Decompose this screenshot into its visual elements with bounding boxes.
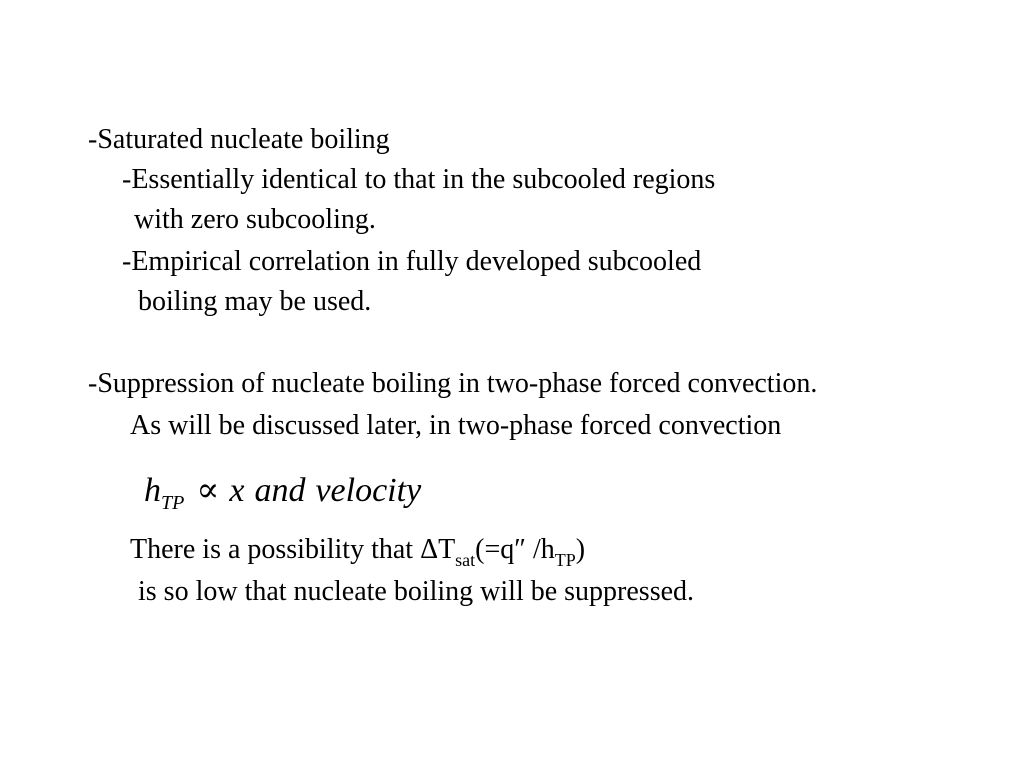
possibility-prefix: There is a possibility that <box>130 534 421 565</box>
formula-velocity: velocity <box>315 472 422 509</box>
section2-intro: As will be discussed later, in two-phase forced convection <box>130 410 782 441</box>
section1-bullet1-line1: -Essentially identical to that in the subcooled regions <box>122 164 716 195</box>
delta-t-subscript: sat <box>455 550 476 570</box>
formula-h: h <box>144 472 161 509</box>
h-tp-subscript: TP <box>554 550 576 570</box>
formula-h-subscript: TP <box>161 492 185 514</box>
closing-paren: ) <box>575 534 586 565</box>
section1-bullet2-line1: -Empirical correlation in fully developed subcooled <box>122 246 702 277</box>
proportional-symbol: ∝ <box>196 472 220 509</box>
heat-flux-ratio: (=q″ /h <box>475 534 555 565</box>
section1-bullet2-line2: boiling may be used. <box>138 286 372 317</box>
proportionality-formula <box>144 471 421 523</box>
delta-t: ΔT <box>420 534 456 565</box>
possibility-sentence <box>130 534 585 576</box>
section1-bullet1-line2: with zero subcooling. <box>134 204 376 235</box>
section2-heading: -Suppression of nucleate boiling in two-phase forced convection. <box>88 368 818 399</box>
possibility-sentence-line2: is so low that nucleate boiling will be suppressed. <box>138 576 695 607</box>
formula-and: and <box>254 472 306 509</box>
section1-heading: -Saturated nucleate boiling <box>88 124 390 155</box>
formula-x: x <box>229 472 245 509</box>
